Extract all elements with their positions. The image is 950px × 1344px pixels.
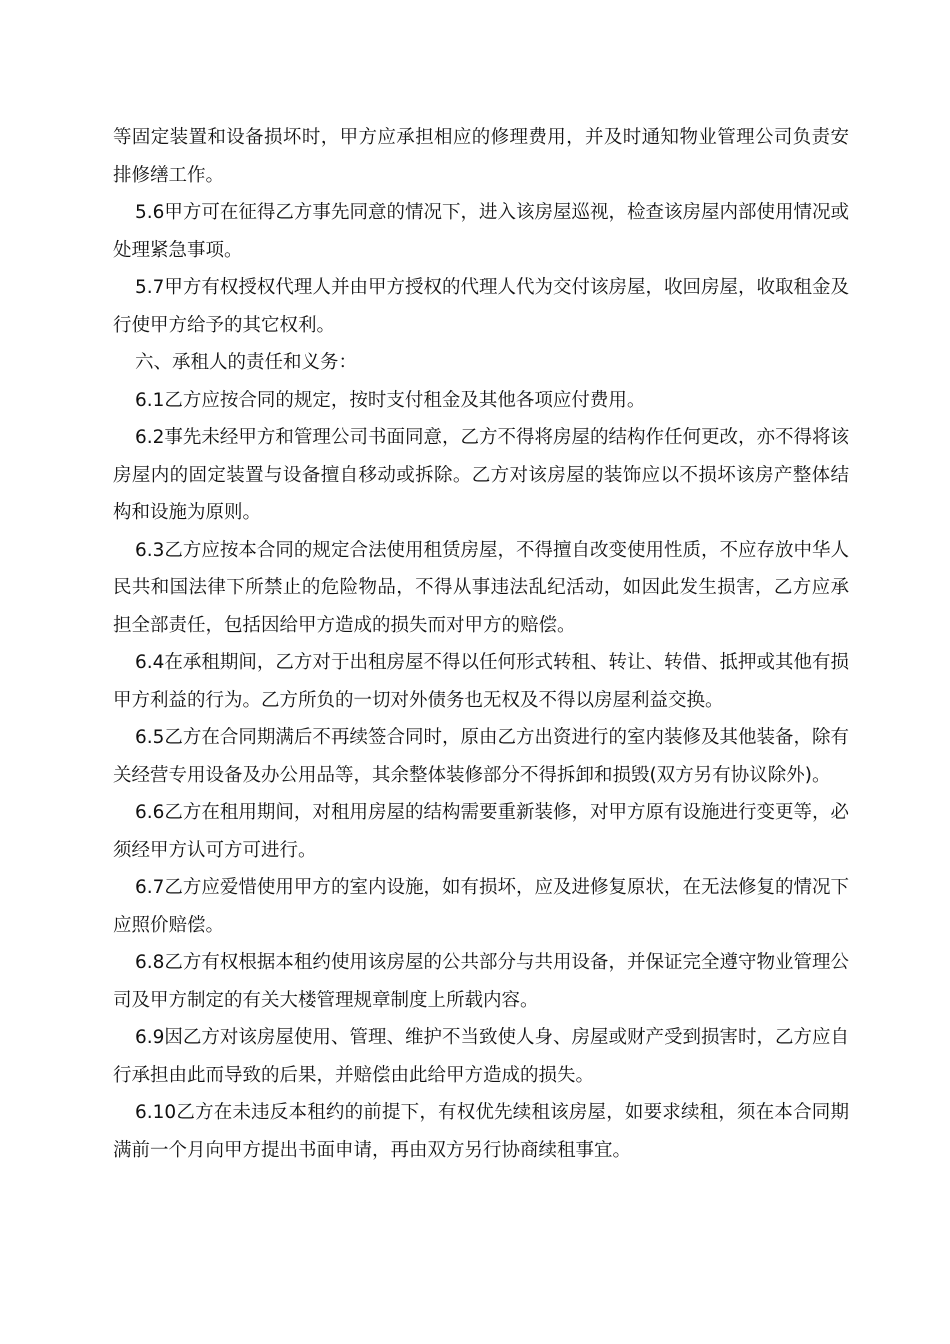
clause-6-5: 6.5乙方在合同期满后不再续签合同时，原由乙方出资进行的室内装修及其他装备，除有关经营专用设备及办公用品等，其余整体装修部分不得拆卸和损毁(双方另有协议除外)。	[113, 727, 849, 786]
clause-6-2: 6.2事先未经甲方和管理公司书面同意，乙方不得将房屋的结构作任何更改，亦不得将该房屋内的固定装置与设备擅自移动或拆除。乙方对该房屋的装饰应以不损坏该房产整体结构和设施为原则。	[113, 427, 849, 523]
clause-5-6: 5.6甲方可在征得乙方事先同意的情况下，进入该房屋巡视，检查该房屋内部使用情况或处理紧急事项。	[113, 202, 849, 261]
clause-6-10: 6.10乙方在未违反本租约的前提下，有权优先续租该房屋，如要求续租，须在本合同期满前一个月向甲方提出书面申请，再由双方另行协商续租事宜。	[113, 1102, 849, 1161]
clause-6-1: 6.1乙方应按合同的规定，按时支付租金及其他各项应付费用。	[135, 389, 646, 411]
section-heading-6: 六、承租人的责任和义务：	[135, 352, 358, 373]
clause-6-3: 6.3乙方应按本合同的规定合法使用租赁房屋，不得擅自改变使用性质，不应存放中华人民共和国法律下所禁止的危险物品，不得从事违法乱纪活动，如因此发生损害，乙方应承担全部责任，包括因给甲方造成的损失而对甲方的赔偿。	[113, 539, 849, 636]
clause-6-9: 6.9因乙方对该房屋使用、管理、维护不当致使人身、房屋或财产受到损害时，乙方应自行承担由此而导致的后果，并赔偿由此给甲方造成的损失。	[113, 1027, 849, 1086]
clause-6-6: 6.6乙方在租用期间，对租用房屋的结构需要重新装修，对甲方原有设施进行变更等，必须经甲方认可方可进行。	[113, 802, 849, 861]
clause-6-8: 6.8乙方有权根据本租约使用该房屋的公共部分与共用设备，并保证完全遵守物业管理公司及甲方制定的有关大楼管理规章制度上所载内容。	[113, 952, 849, 1011]
document-body	[113, 119, 849, 1169]
clause-6-4: 6.4在承租期间，乙方对于出租房屋不得以任何形式转租、转让、转借、抵押或其他有损甲方利益的行为。乙方所负的一切对外债务也无权及不得以房屋利益交换。	[113, 652, 849, 711]
clause-6-7: 6.7乙方应爱惜使用甲方的室内设施，如有损坏，应及进修复原状，在无法修复的情况下应照价赔偿。	[113, 877, 849, 936]
paragraph-continuation: 等固定装置和设备损坏时，甲方应承担相应的修理费用，并及时通知物业管理公司负责安排修缮工作。	[113, 127, 849, 186]
clause-5-7: 5.7甲方有权授权代理人并由甲方授权的代理人代为交付该房屋，收回房屋，收取租金及行使甲方给予的其它权利。	[113, 277, 849, 336]
